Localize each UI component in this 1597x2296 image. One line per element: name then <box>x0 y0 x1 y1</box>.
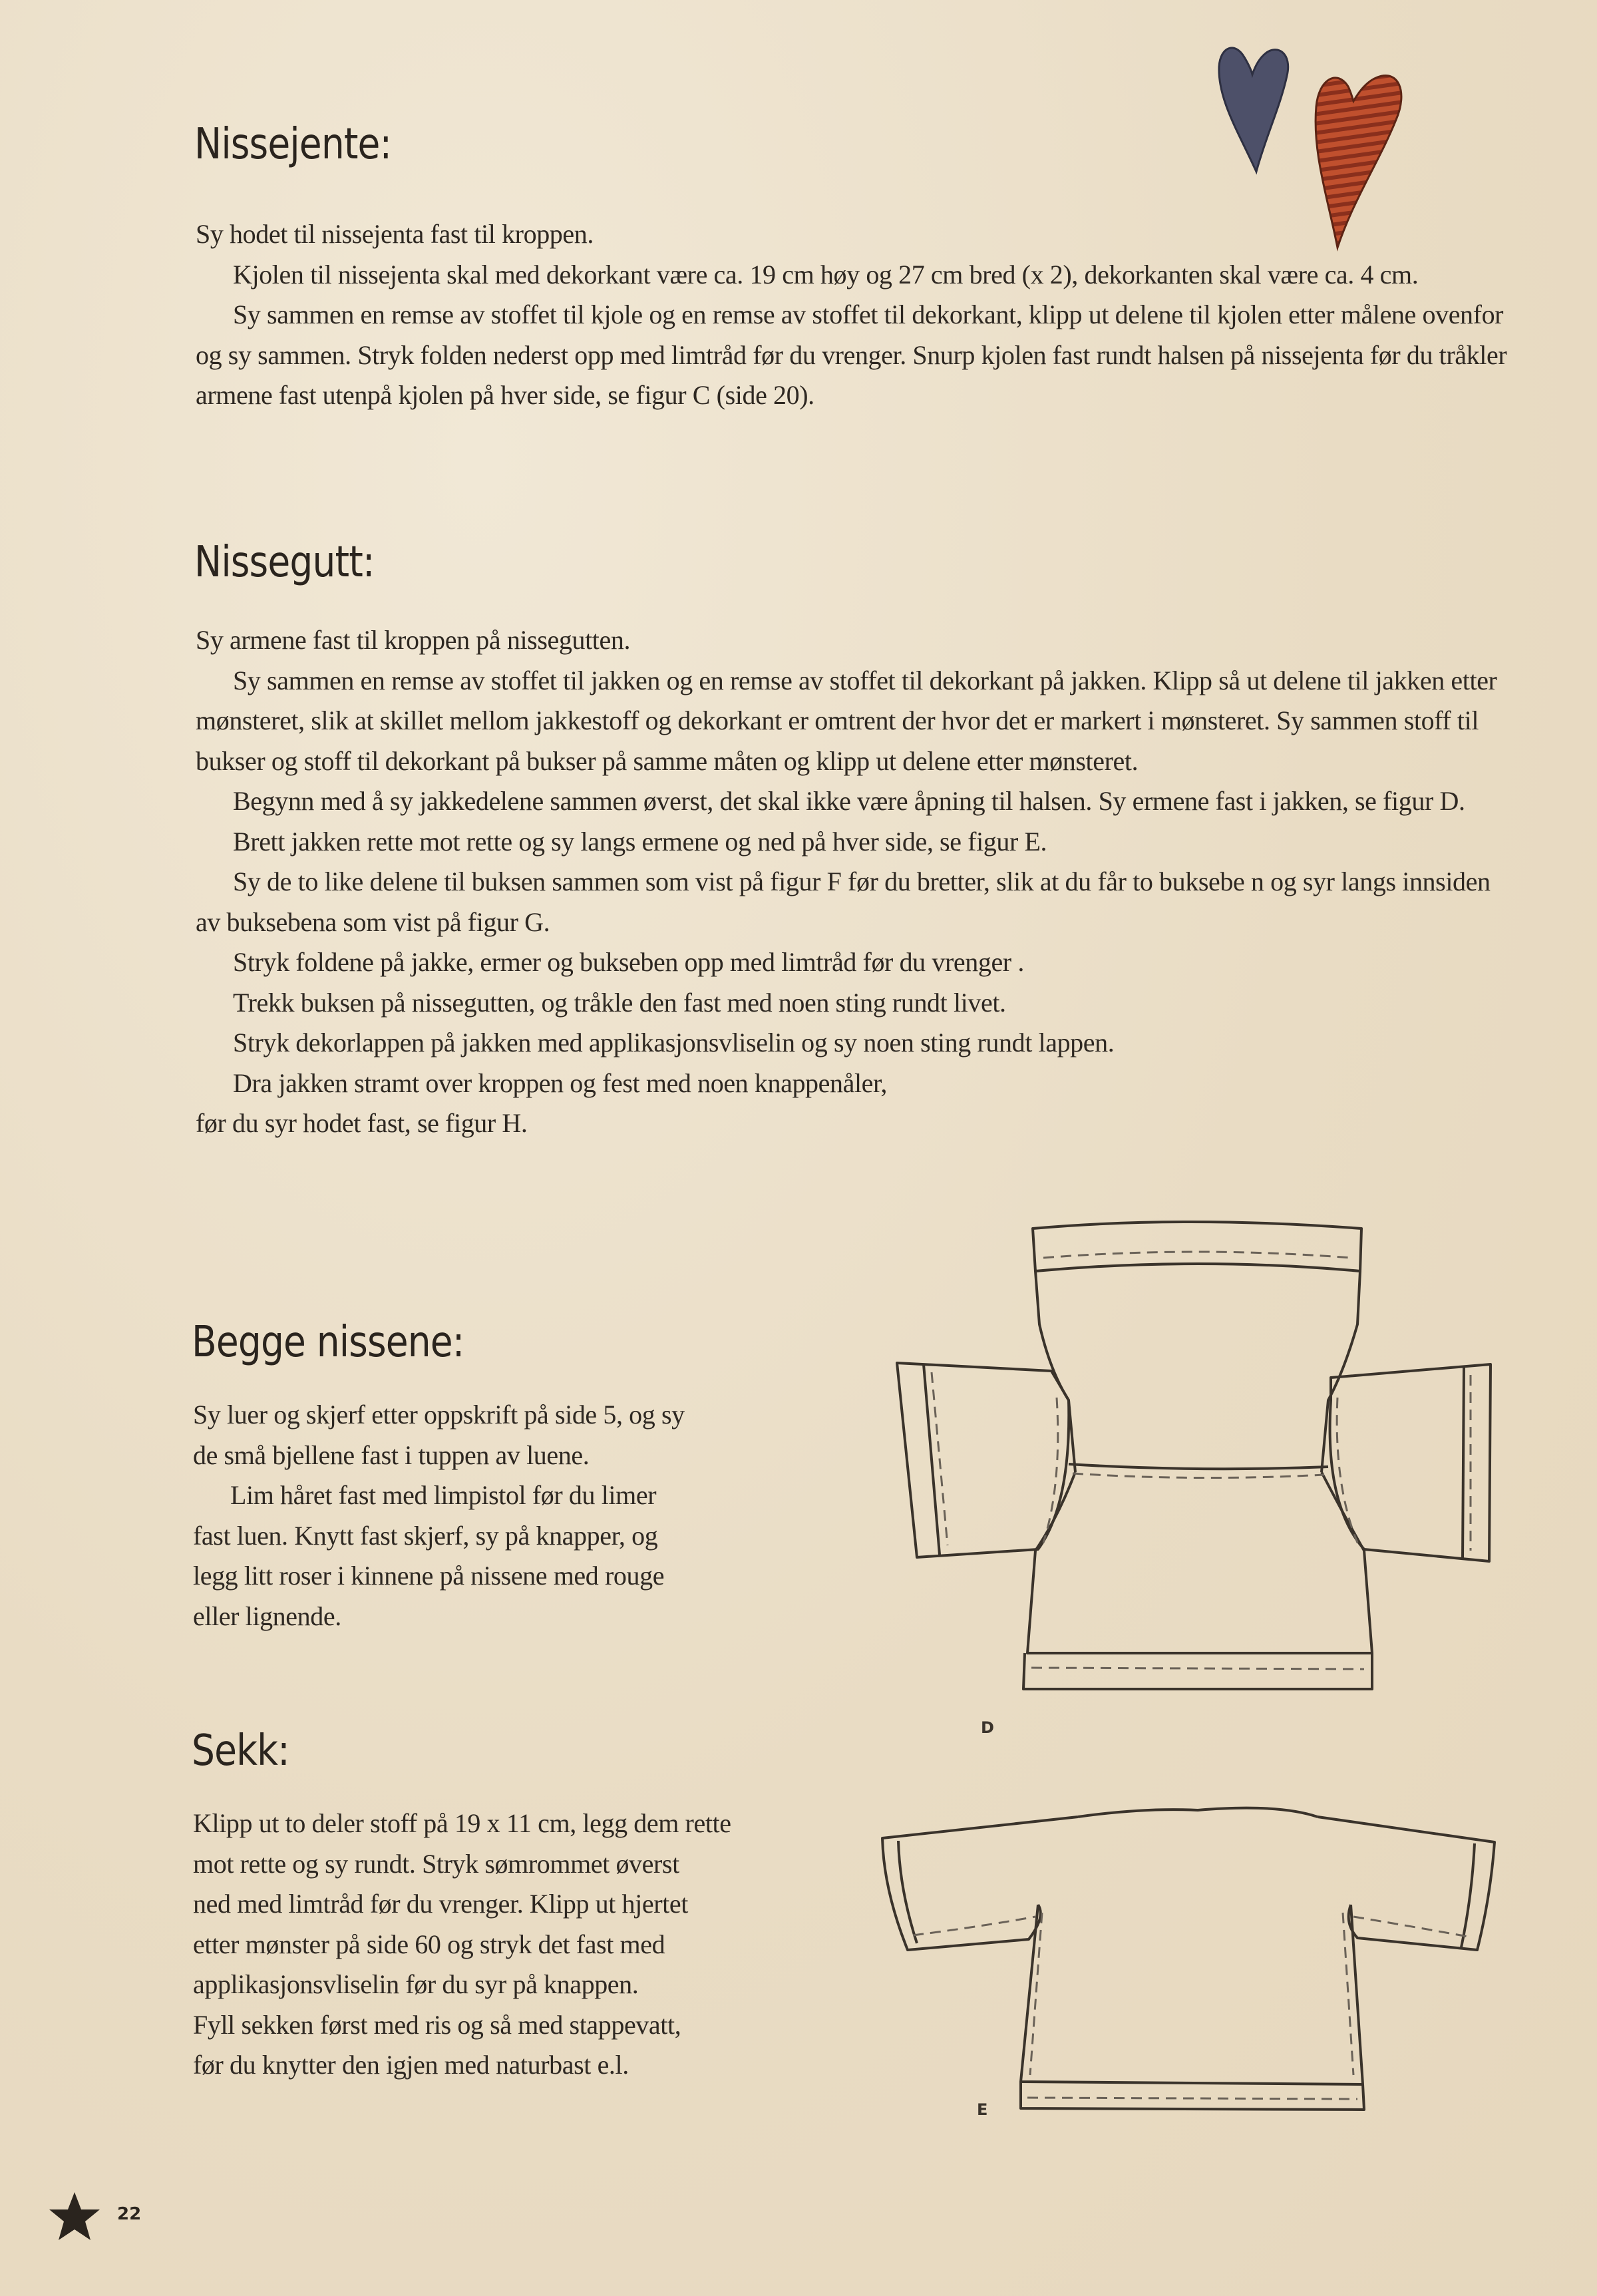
text-line: før du knytter den igjen med naturbast e.l. <box>193 2050 629 2080</box>
paragraph: Brett jakken rette mot rette og sy langs ermene og ned på hver side, se figur E. <box>233 826 1047 857</box>
heart-icon <box>1219 48 1288 172</box>
text-line: Fyll sekken først med ris og så med stappevatt, <box>193 2009 681 2040</box>
paragraph: Sy de to like delene til buksen sammen som vist på figur F før du bretter, slik at du får to buksebe n og syr langs innsiden av buksebena som vist på figur G. <box>196 866 1491 937</box>
section-nissejente <box>196 214 1520 416</box>
paragraph: Sy sammen en remse av stoffet til kjole og en remse av stoffet til dekorkant, klipp ut delene til kjolen etter målene ovenfor og sy sammen. Stryk folden nederst opp med limtråd før du vrenger. Snurp kjolen fast rundt halsen på nissejenta før du tråkler armene fast utenpå kjolen på hver side, se figur C (side 20). <box>196 299 1507 410</box>
paragraph: før du syr hodet fast, se figur H. <box>196 1108 528 1138</box>
section-heading-nissegutt: Nissegutt: <box>194 538 375 587</box>
section-begge <box>193 1395 825 1636</box>
paragraph: Sy sammen en remse av stoffet til jakken og en remse av stoffet til dekorkant på jakken. Klipp så ut delene til jakken etter mønsteret, slik at skillet mellom jakkestoff og dekorkant er omtrent der hvor det er markert i mønsteret. Sy sammen stoff til bukser og stoff til dekorkant på bukser på samme måten og klipp ut delene etter mønsteret. <box>196 665 1497 776</box>
text-line: applikasjonsvliselin før du syr på knappen. <box>193 1969 639 1999</box>
paragraph: Stryk dekorlappen på jakken med applikasjonsvliselin og sy noen sting rundt lappen. <box>233 1028 1115 1057</box>
section-heading-begge: Begge nissene: <box>192 1318 464 1367</box>
text-line: ned med limtråd før du vrenger. Klipp ut hjertet <box>193 1889 688 1919</box>
paragraph: Dra jakken stramt over kroppen og fest med noen knappenåler, <box>233 1067 887 1098</box>
figure-e-label: E <box>977 2100 988 2119</box>
paragraph: Kjolen til nissejenta skal med dekorkant være ca. 19 cm høy og 27 cm bred (x 2), dekorkanten skal være ca. 4 cm. <box>233 259 1419 289</box>
section-nissegutt <box>196 620 1520 1144</box>
text-line: eller lignende. <box>193 1601 341 1631</box>
text-line: Lim håret fast med limpistol før du limer <box>230 1480 657 1510</box>
text-line: Klipp ut to deler stoff på 19 x 11 cm, legg dem rette <box>193 1808 731 1838</box>
section-heading-nissejente: Nissejente: <box>194 120 392 169</box>
paragraph: Sy hodet til nissejenta fast til kroppen. <box>196 219 594 249</box>
figure-d-label: D <box>981 1718 994 1737</box>
text-line: Sy luer og skjerf etter oppskrift på side 5, og sy <box>193 1400 685 1430</box>
paragraph: Begynn med å sy jakkedelene sammen øverst, det skal ikke være åpning til halsen. Sy ermene fast i jakken, se figur D. <box>233 786 1465 816</box>
paragraph: Trekk buksen på nissegutten, og tråkle den fast med noen sting rundt livet. <box>233 987 1006 1018</box>
paragraph: Stryk foldene på jakke, ermer og bukseben opp med limtråd før du vrenger . <box>233 947 1024 977</box>
text-line: etter mønster på side 60 og stryk det fast med <box>193 1929 665 1959</box>
text-line: fast luen. Knytt fast skjerf, sy på knapper, og <box>193 1520 658 1551</box>
section-sekk <box>193 1804 858 2086</box>
star-icon <box>48 2190 101 2243</box>
text-line: legg litt roser i kinnene på nissene med rouge <box>193 1561 665 1591</box>
paragraph: Sy armene fast til kroppen på nissegutten. <box>196 625 631 655</box>
text-line: mot rette og sy rundt. Stryk sømrommet øverst <box>193 1848 679 1879</box>
section-heading-sekk: Sekk: <box>192 1726 289 1776</box>
text-line: de små bjellene fast i tuppen av luene. <box>193 1439 590 1470</box>
page-number: 22 <box>117 2204 142 2224</box>
